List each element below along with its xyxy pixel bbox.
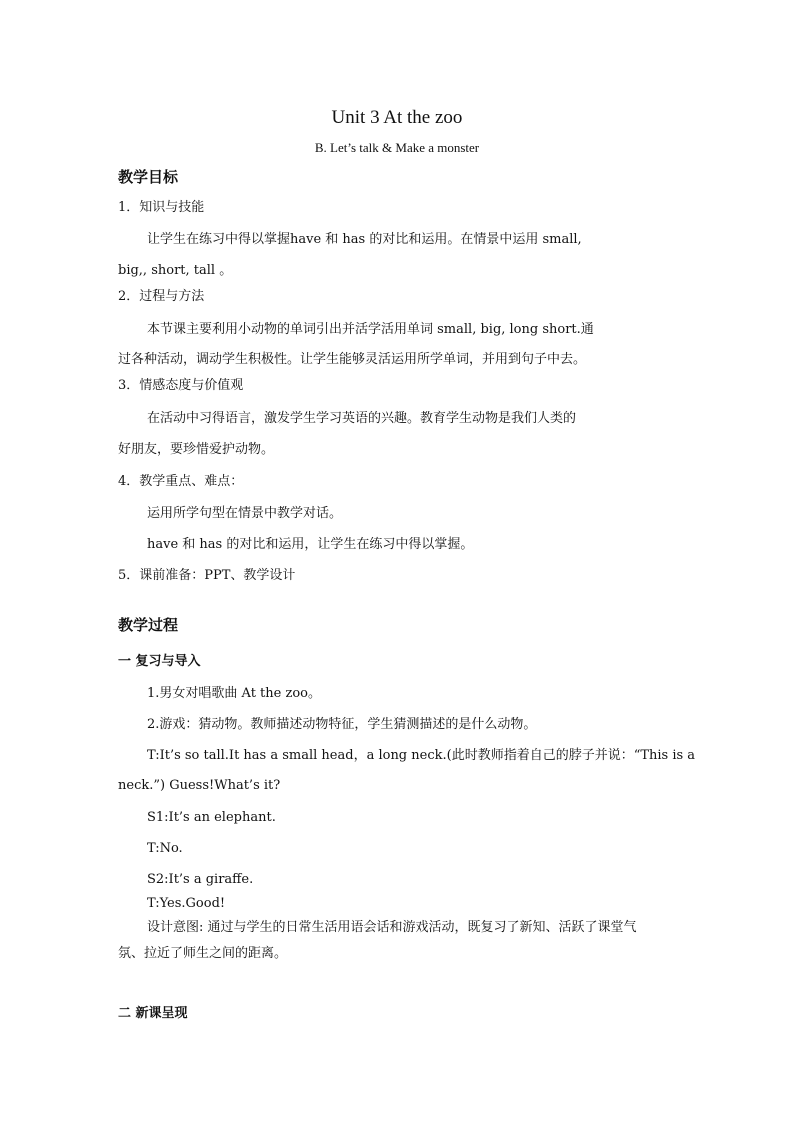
part-1-item-1: 1.男女对唱歌曲 At the zoo。 [147, 686, 321, 701]
section-heading-process: 教学过程 [118, 616, 179, 634]
goal-2-heading: 2．过程与方法 [118, 289, 205, 304]
doc-subtitle: B. Let’s talk & Make a monster [314, 140, 480, 155]
doc-title: Unit 3 At the zoo [331, 107, 463, 128]
part-1-dialogue-t2: T:No. [147, 841, 183, 856]
section-heading-goals: 教学目标 [118, 168, 179, 186]
goal-4-text-line-2: have 和 has 的对比和运用，让学生在练习中得以掌握。 [147, 537, 474, 552]
part-1-design-intent-line-2: 氛、拉近了师生之间的距离。 [118, 946, 288, 961]
goal-5-line: 5．课前准备：PPT、教学设计 [118, 568, 296, 583]
goal-2-text-line-2: 过各种活动，调动学生积极性。让学生能够灵活运用所学单词，并用到句子中去。 [118, 352, 587, 367]
part-1-dialogue-s1: S1:It’s an elephant. [147, 810, 276, 825]
goal-1-text-line-2: big,, short, tall 。 [118, 263, 233, 278]
part-1-dialogue-t3: T:Yes.Good! [147, 896, 226, 911]
part-1-heading: 一 复习与导入 [118, 654, 201, 669]
goal-1-text-line-1: 让学生在练习中得以掌握have 和 has 的对比和运用。在情景中运用 small, [147, 232, 582, 247]
part-1-item-2: 2.游戏：猜动物。教师描述动物特征，学生猜测描述的是什么动物。 [147, 717, 537, 732]
goal-2-text-line-1: 本节课主要利用小动物的单词引出并活学活用单词 small, big, long short.通 [147, 322, 594, 337]
goal-3-text-line-1: 在活动中习得语言，激发学生学习英语的兴趣。教育学生动物是我们人类的 [147, 411, 577, 426]
goal-3-heading: 3．情感态度与价值观 [118, 378, 244, 393]
part-2-heading: 二 新课呈现 [118, 1006, 188, 1021]
part-1-dialogue-s2: S2:It’s a giraffe. [147, 872, 254, 887]
part-1-dialogue-t1-line-2: neck.”) Guess!What’s it? [118, 778, 281, 793]
part-1-dialogue-t1-line-1: T:It’s so tall.It has a small head，a long neck.(此时教师指着自己的脖子并说：“This is a [147, 748, 696, 763]
goal-4-heading: 4．教学重点、难点： [118, 474, 244, 489]
goal-4-text-line-1: 运用所学句型在情景中教学对话。 [147, 506, 343, 521]
goal-3-text-line-2: 好朋友，要珍惜爱护动物。 [118, 442, 275, 457]
goal-1-heading: 1．知识与技能 [118, 200, 205, 215]
part-1-design-intent-line-1: 设计意图: 通过与学生的日常生活用语会话和游戏活动，既复习了新知、活跃了课堂气 [147, 920, 637, 935]
